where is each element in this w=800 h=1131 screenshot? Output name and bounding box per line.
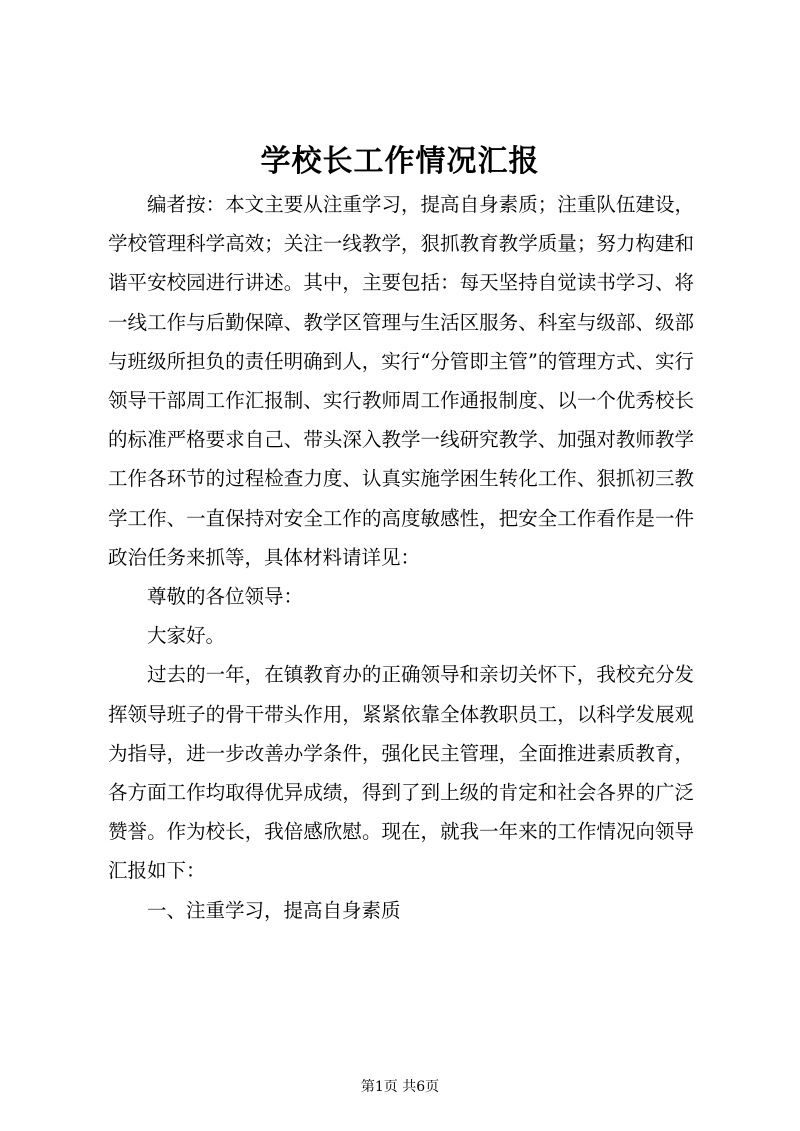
page-footer: 第1页 共6页 — [360, 1079, 440, 1095]
salutation-paragraph: 尊敬的各位领导： — [147, 585, 304, 609]
document-title: 学校长工作情况汇报 — [260, 144, 540, 179]
section-heading: 一、注重学习，提高自身素质 — [147, 898, 401, 922]
document-body — [108, 185, 694, 930]
greeting-paragraph: 大家好。 — [147, 624, 226, 648]
intro-paragraph: 过去的一年，在镇教育办的正确领导和亲切关怀下，我校充分发挥领导班子的骨干带头作用，紧紧依靠全体教职员工，以科学发展观为指导，进一步改善办学条件，强化民主管理，全面推进素质教育，各方面工作均取得优异成绩，得到了到上级的肯定和社会各界的广泛赞誉。作为校长，我倍感欣慰。现在，就我一年来的工作情况向领导汇报如下： — [108, 663, 694, 883]
editor-note-paragraph: 编者按：本文主要从注重学习，提高自身素质；注重队伍建设，学校管理科学高效；关注一线教学，狠抓教育教学质量；努力构建和谐平安校园进行讲述。其中，主要包括：每天坚持自觉读书学习、将一线工作与后勤保障、教学区管理与生活区服务、科室与级部、级部与班级所担负的责任明确到人，实行“分管即主管”的管理方式、实行领导干部周工作汇报制、实行教师周工作通报制度、以一个优秀校长的标准严格要求自己、带头深入教学一线研究教学、加强对教师教学工作各环节的过程检查力度、认真实施学困生转化工作、狠抓初三教学工作、一直保持对安全工作的高度敏感性，把安全工作看作是一件政治任务来抓等，具体材料请详见： — [108, 193, 694, 569]
